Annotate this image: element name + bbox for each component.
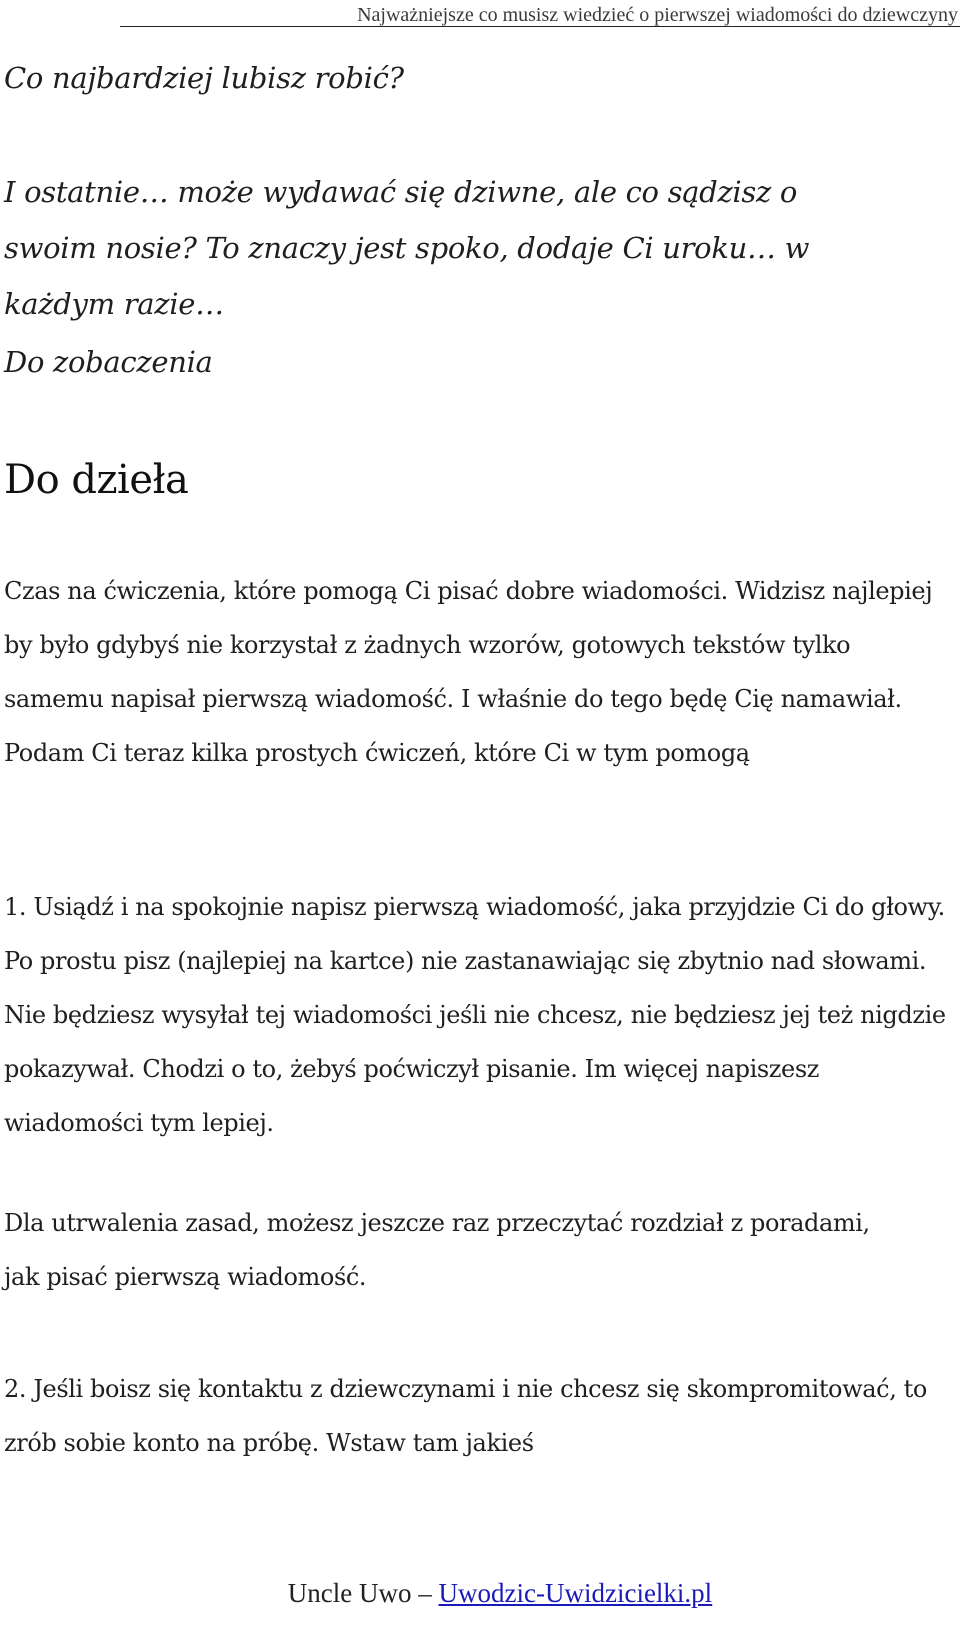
- paragraph-exercise-1: 1. Usiądź i na spokojnie napisz pierwszą wiadomość, jaka przyjdzie Ci do głowy. Po prostu pisz (najlepiej na kartce) nie zastanawiając się zbytnio nad słowami. Nie będziesz wysyłał tej wiadomości jeśli nie chcesz, nie będziesz jej też nigdzie pokazywał. Chodzi o to, żebyś poćwiczył pisanie. Im więcej napiszesz wiadomości tym lepiej.: [4, 893, 946, 1137]
- question-favorite-activity: Co najbardziej lubisz robić?: [4, 61, 404, 95]
- paragraph-reminder: Dla utrwalenia zasad, możesz jeszcze raz przeczytać rozdział z poradami, jak pisać pierwszą wiadomość.: [4, 1209, 870, 1291]
- footer-author: Uncle Uwo –: [287, 1578, 432, 1608]
- paragraph-exercise-2: 2. Jeśli boisz się kontaktu z dziewczynami i nie chcesz się skompromitować, to zrób sobie konto na próbę. Wstaw tam jakieś: [4, 1375, 927, 1457]
- footer-site-link[interactable]: Uwodzic-Uwidzicielki.pl: [438, 1578, 713, 1608]
- paragraph-intro: Czas na ćwiczenia, które pomogą Ci pisać dobre wiadomości. Widzisz najlepiej by było gdybyś nie korzystał z żadnych wzorów, gotowych tekstów tylko samemu napisał pierwszą wiadomość. I właśnie do tego będę Cię namawiał. Podam Ci teraz kilka prostych ćwiczeń, które Ci w tym pomogą: [4, 577, 933, 767]
- running-header: Najważniejsze co musisz wiedzieć o pierwszej wiadomości do dziewczyny: [120, 4, 960, 27]
- section-heading: Do dzieła: [4, 457, 189, 503]
- question-nose: I ostatnie… może wydawać się dziwne, ale co sądzisz o swoim nosie? To znaczy jest spoko, dodaje Ci uroku… w każdym razie…: [4, 175, 810, 321]
- goodbye-line: Do zobaczenia: [4, 345, 213, 379]
- page-footer: [0, 1578, 960, 1609]
